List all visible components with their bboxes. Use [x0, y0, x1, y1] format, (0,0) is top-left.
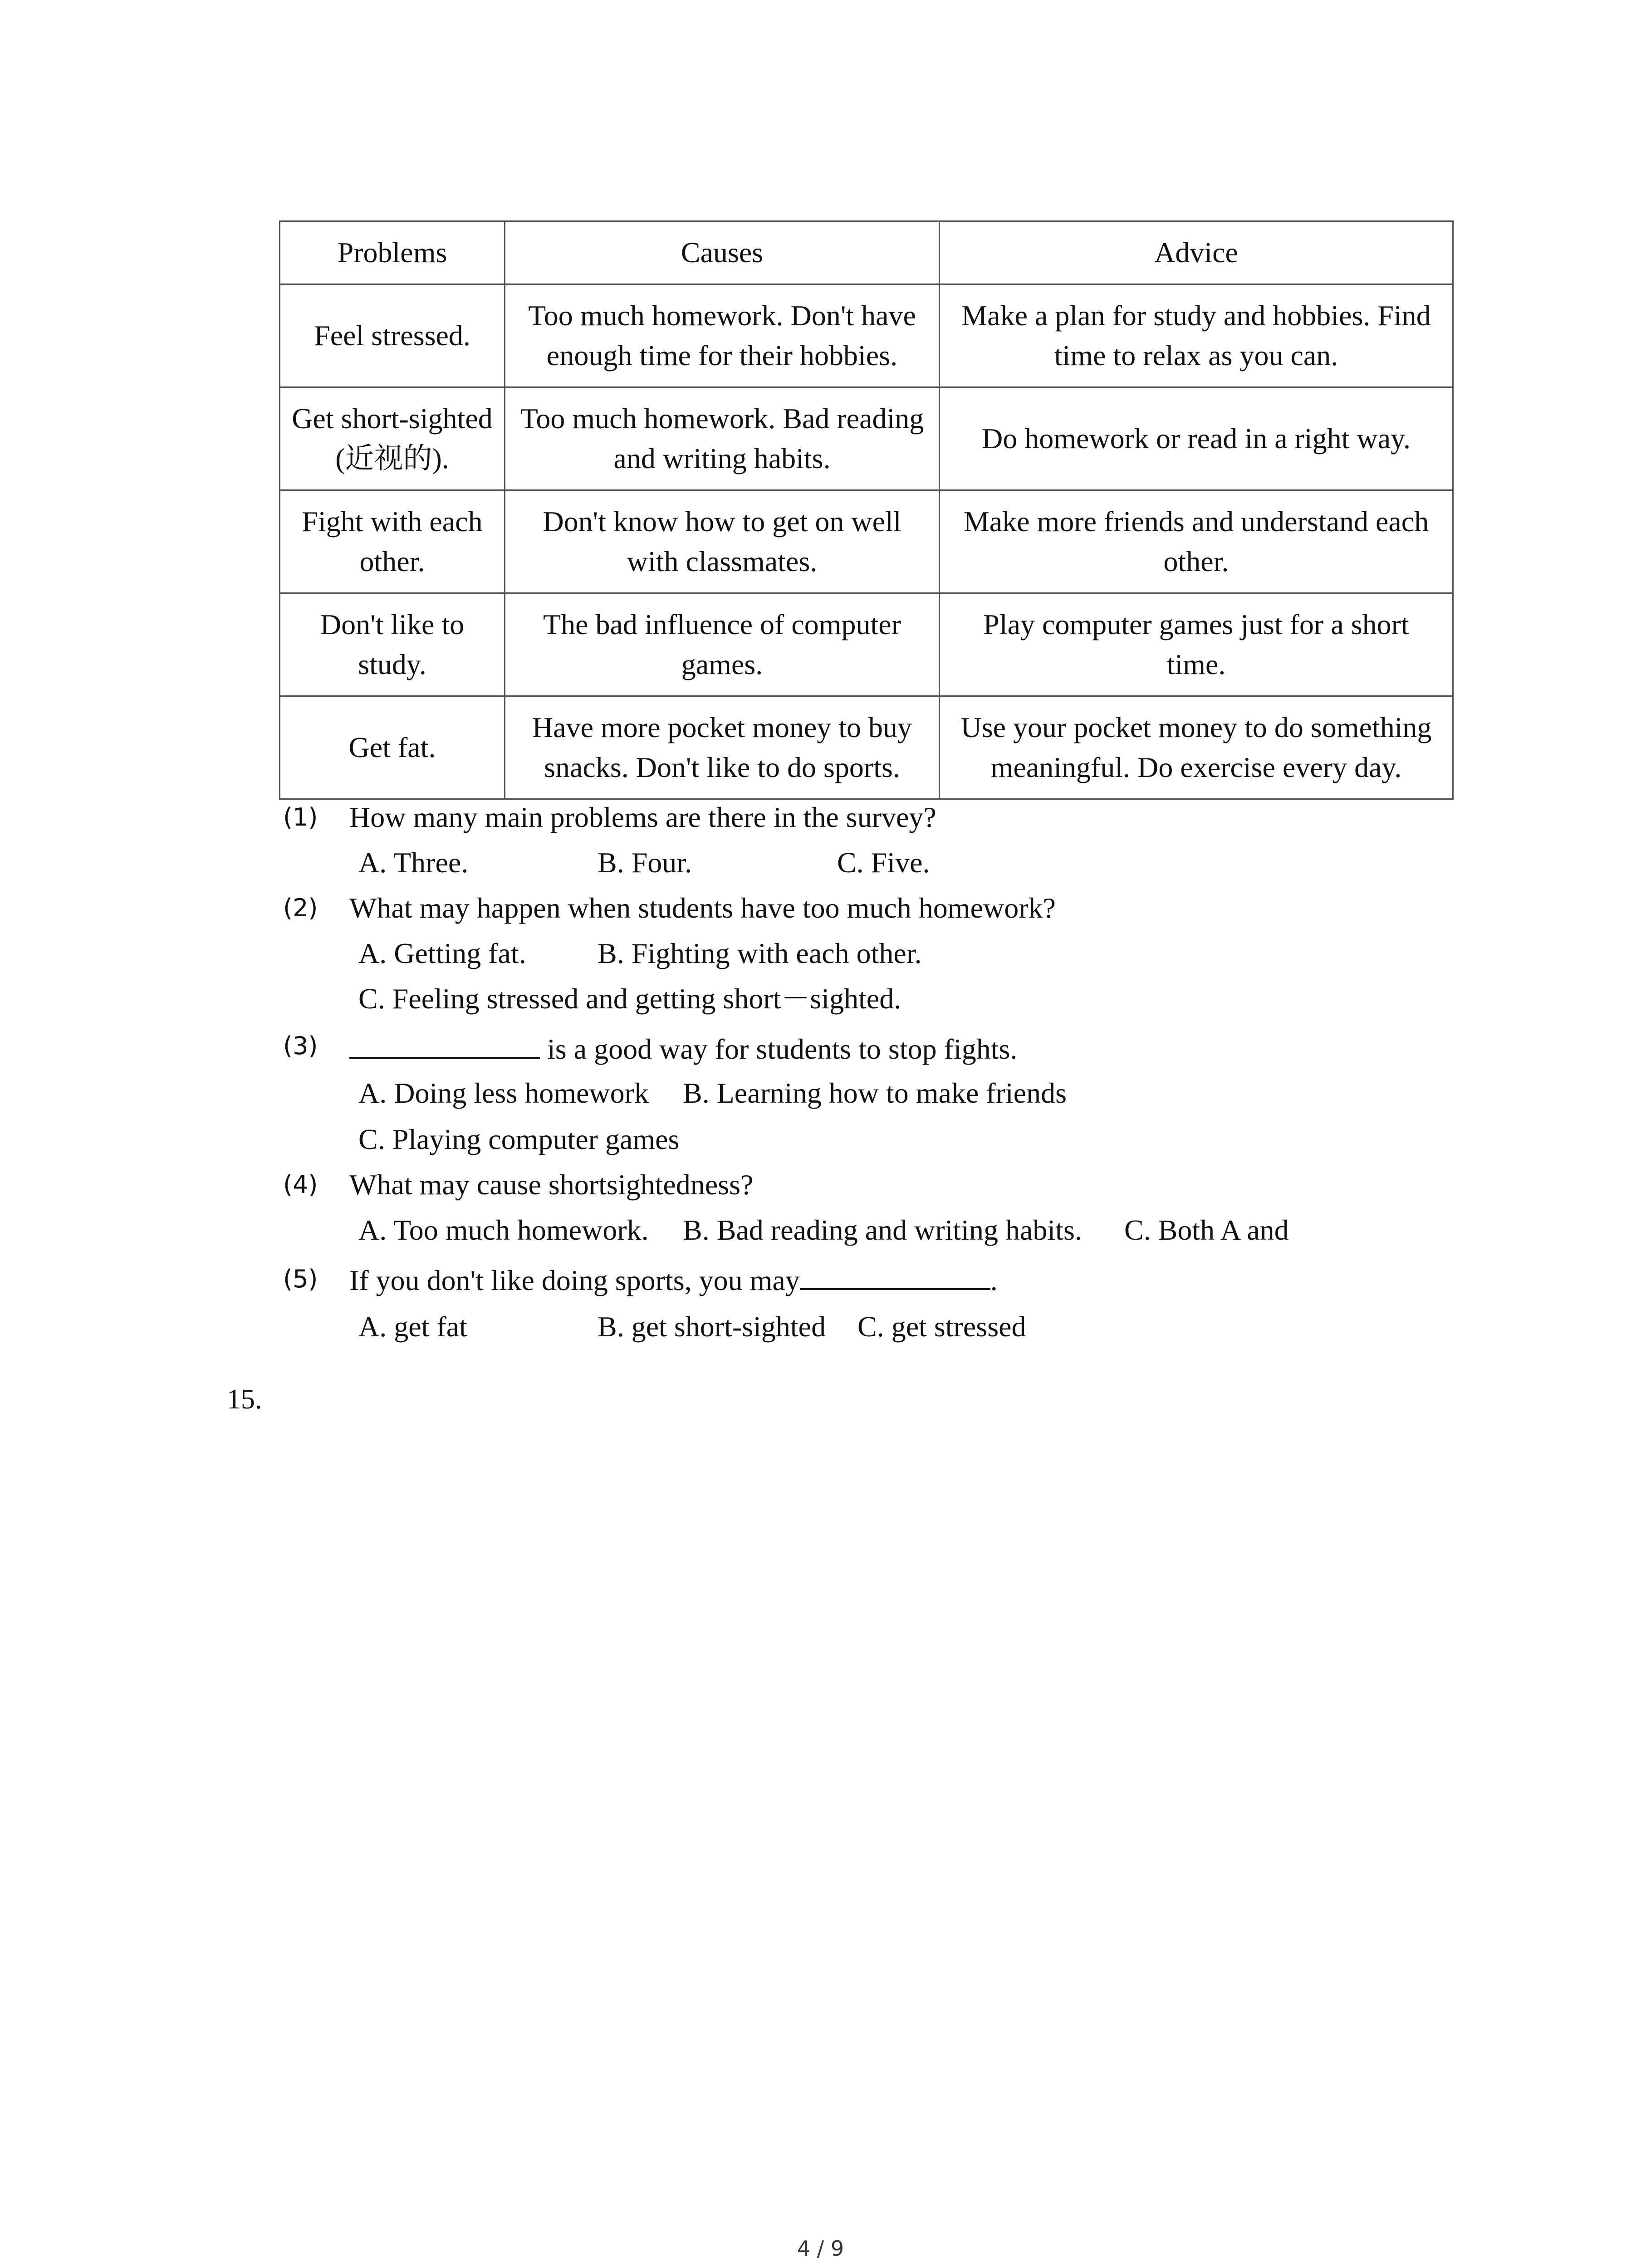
question-number: (3): [283, 1031, 318, 1060]
next-question-number: 15.: [227, 1384, 262, 1415]
cell-problem: Fight with each other.: [280, 490, 505, 593]
question-number: (2): [283, 894, 318, 922]
cell-cause: Have more pocket money to buy snacks. Don't like to do sports.: [505, 696, 940, 799]
option-b: B. Fighting with each other.: [598, 937, 922, 969]
question-stem-text: If you don't like doing sports, you may: [349, 1264, 800, 1296]
option-a: A. get fat: [358, 1310, 467, 1343]
header-problems: Problems: [280, 221, 505, 284]
answer-blank: [800, 1261, 990, 1290]
cell-problem: Get short-sighted (近视的).: [280, 387, 505, 490]
table-row: [280, 696, 1453, 799]
question-number: (4): [283, 1170, 318, 1199]
question-stem-text: is a good way for students to stop fights.: [547, 1033, 1018, 1065]
table-row: [280, 284, 1453, 387]
cell-problem: Get fat.: [280, 696, 505, 799]
option-a: A. Doing less homework: [358, 1077, 649, 1109]
cell-problem: Feel stressed.: [280, 284, 505, 387]
answer-blank: [349, 1030, 540, 1059]
question-number: (5): [283, 1265, 318, 1293]
cell-advice: Make a plan for study and hobbies. Find time to relax as you can.: [940, 284, 1453, 387]
question-stem: [349, 1030, 1017, 1067]
question-stem: If you don't like doing sports, you may .: [349, 1261, 998, 1299]
cell-cause: Don't know how to get on well with classmates.: [505, 490, 940, 593]
cell-advice: Play computer games just for a short time.: [940, 593, 1453, 696]
option-c: C. Feeling stressed and getting short－sighted.: [358, 982, 901, 1015]
question-stem: What may happen when students have too much homework?: [349, 892, 1056, 924]
option-c: C. Five.: [837, 846, 930, 879]
header-advice: Advice: [940, 221, 1453, 284]
table-row: [280, 387, 1453, 490]
cell-problem: Don't like to study.: [280, 593, 505, 696]
header-causes: Causes: [505, 221, 940, 284]
table-row: [280, 593, 1453, 696]
option-b: B. Bad reading and writing habits.: [683, 1214, 1082, 1246]
option-c: C. Both A and: [1124, 1214, 1289, 1246]
option-b: B. Learning how to make friends: [683, 1077, 1067, 1109]
cell-cause: The bad influence of computer games.: [505, 593, 940, 696]
option-a: A. Three.: [358, 846, 469, 879]
survey-table: [279, 220, 1454, 800]
table-row: [280, 490, 1453, 593]
cell-advice: Use your pocket money to do something meaningful. Do exercise every day.: [940, 696, 1453, 799]
table-header-row: [280, 221, 1453, 284]
cell-advice: Make more friends and understand each other.: [940, 490, 1453, 593]
option-c: C. get stressed: [857, 1310, 1026, 1343]
cell-cause: Too much homework. Don't have enough time for their hobbies.: [505, 284, 940, 387]
cell-advice: Do homework or read in a right way.: [940, 387, 1453, 490]
option-b: B. get short-sighted: [598, 1310, 826, 1343]
page-number: 4 / 9: [797, 2236, 844, 2261]
question-stem: How many main problems are there in the survey?: [349, 801, 936, 833]
question-number: (1): [283, 803, 318, 831]
option-a: A. Getting fat.: [358, 937, 526, 969]
cell-cause: Too much homework. Bad reading and writing habits.: [505, 387, 940, 490]
question-stem: What may cause shortsightedness?: [349, 1168, 754, 1201]
option-b: B. Four.: [598, 846, 692, 879]
option-a: A. Too much homework.: [358, 1214, 649, 1246]
option-c: C. Playing computer games: [358, 1123, 680, 1155]
